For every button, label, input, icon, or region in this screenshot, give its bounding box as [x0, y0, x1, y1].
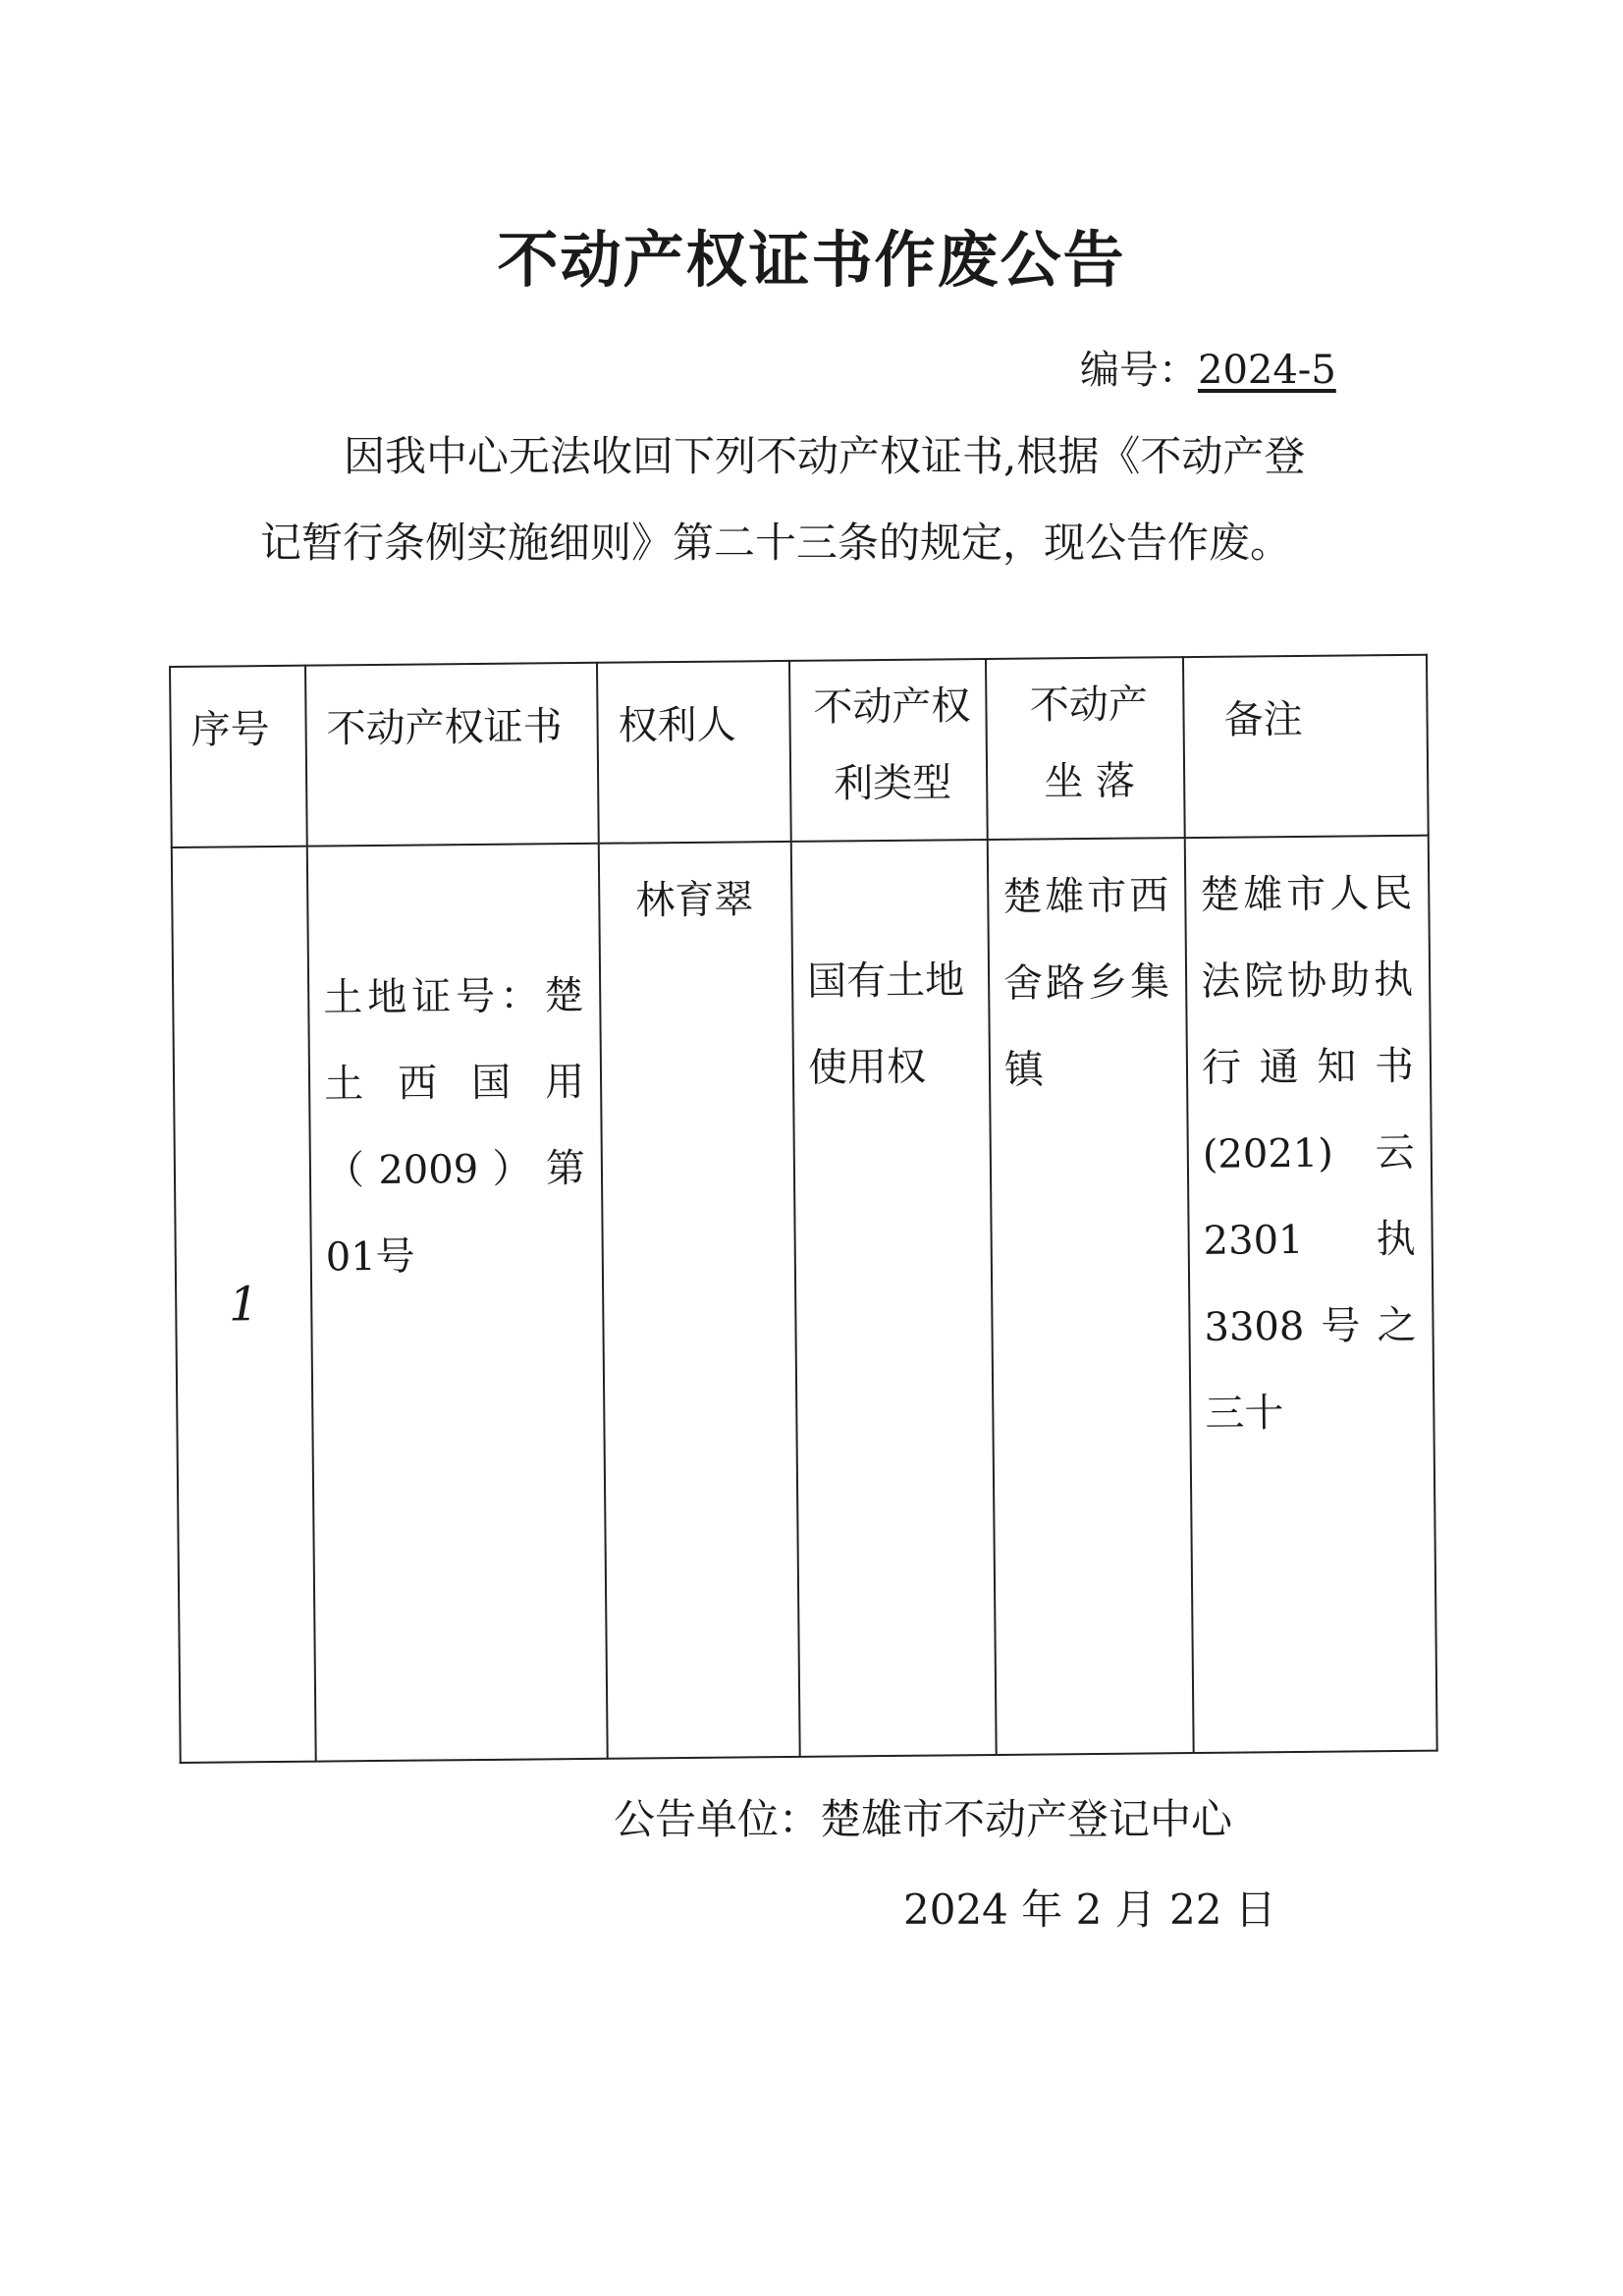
cell-remark: 楚雄市人民法院协助执行通知书(2021)云2301执3308号之三十 [1185, 836, 1437, 1753]
document-number [1080, 339, 1336, 395]
header-location: 不动产 坐 落 [986, 657, 1185, 840]
cell-seq: 1 [172, 847, 316, 1763]
cell-location: 楚雄市西舍路乡集镇 [988, 838, 1194, 1755]
issuing-unit: 公告单位：楚雄市不动产登记中心 [614, 1795, 1233, 1843]
header-remark: 备注 [1183, 655, 1429, 838]
intro-line-1: 因我中心无法收回下列不动产权证书,根据《不动产登 [344, 432, 1306, 480]
certificate-table-wrapper [169, 654, 1436, 1764]
header-owner: 权利人 [597, 661, 791, 844]
intro-line-2: 记暂行条例实施细则》第二十三条的规定，现公告作废。 [260, 519, 1292, 567]
header-seq: 序号 [170, 666, 307, 847]
number-value: 2024-5 [1198, 348, 1336, 393]
certificate-table [169, 654, 1438, 1764]
cell-right-type: 国有土地使用权 [791, 840, 997, 1757]
issue-date: 2024 年 2 月 22 日 [903, 1886, 1276, 1934]
header-right-type: 不动产权 利类型 [789, 659, 988, 842]
table-header-row [170, 655, 1429, 847]
table-row [172, 836, 1437, 1763]
header-certificate: 不动产权证书 [305, 663, 599, 847]
document-title: 不动产权证书作废公告 [497, 224, 1126, 296]
number-label: 编号： [1080, 348, 1198, 393]
cell-certificate: 土地证号：楚土西国用（2009）第01号 [307, 844, 608, 1762]
cell-owner: 林育翠 [599, 842, 800, 1759]
